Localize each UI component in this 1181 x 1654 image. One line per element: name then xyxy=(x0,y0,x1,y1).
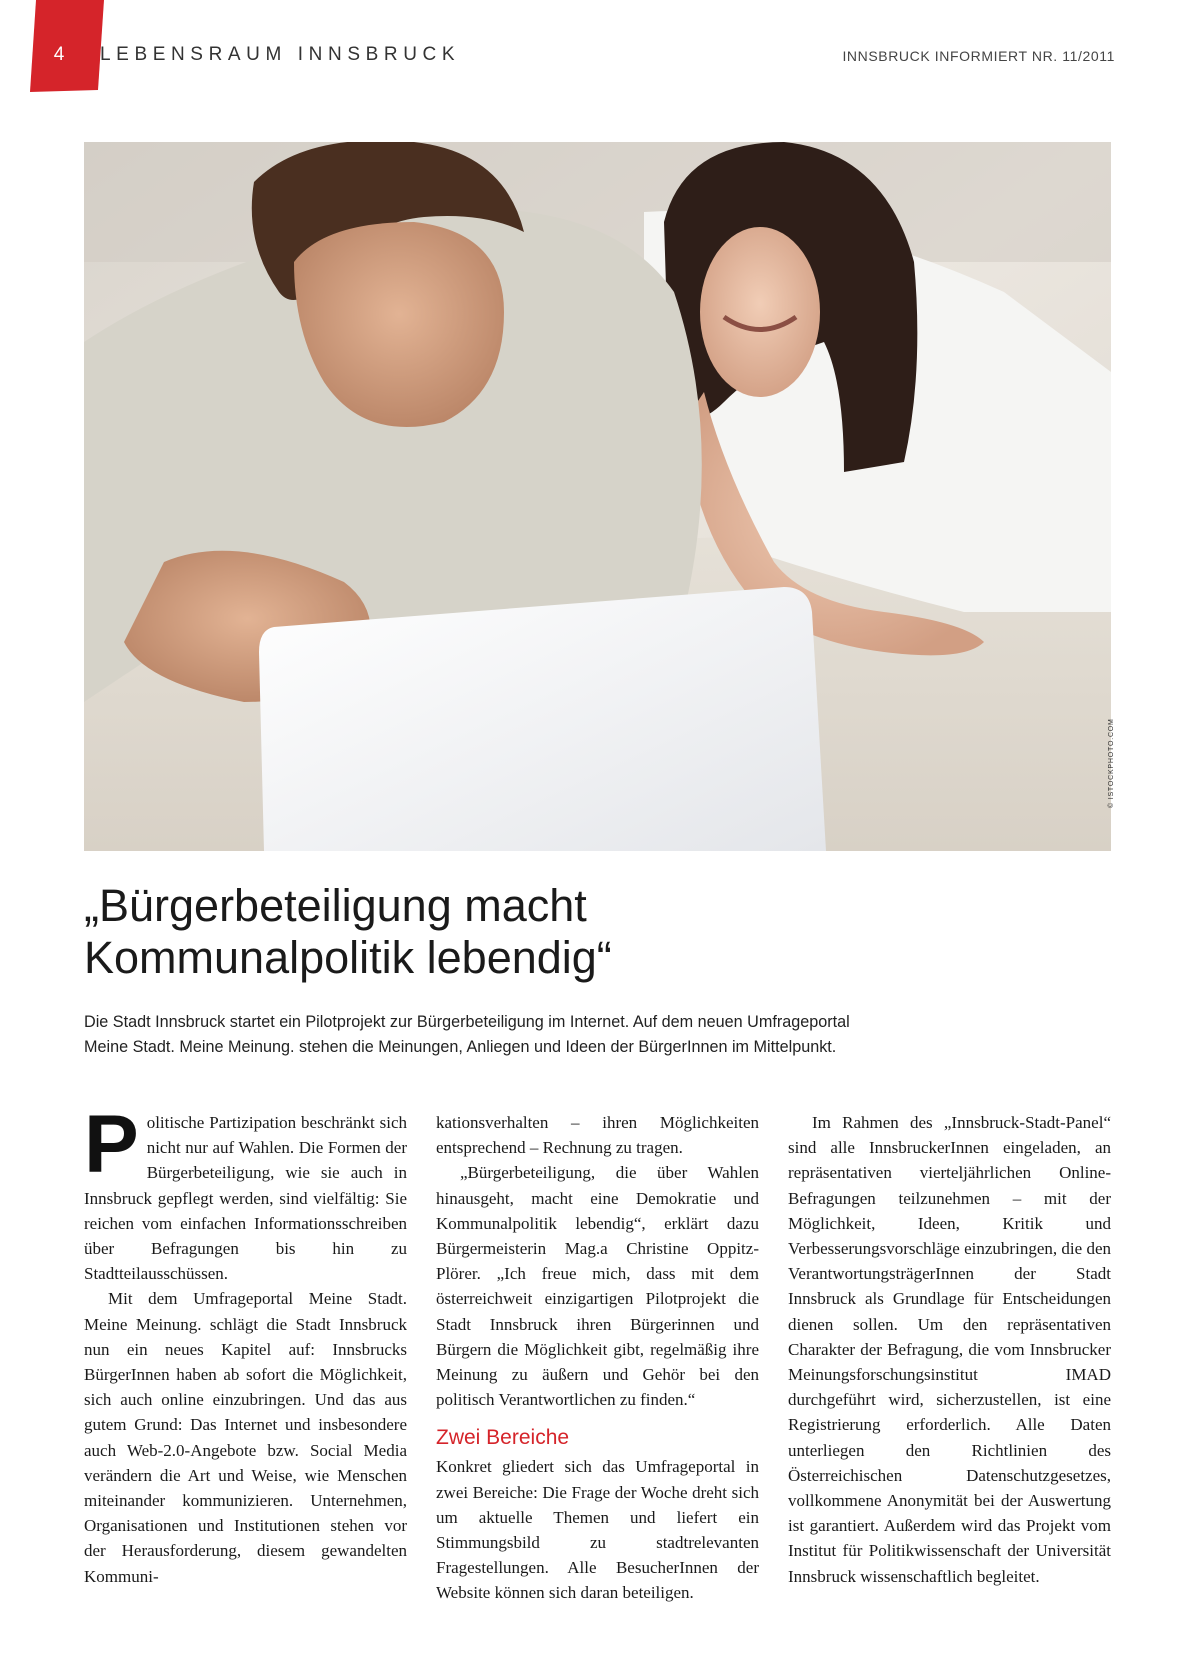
article-lead xyxy=(84,1010,1104,1060)
paragraph-text: olitische Partizipation beschränkt sich nicht nur auf Wahlen. Die Formen der Bürgerbeteiligung, wie sie auch in Innsbruck gepflegt werden, sind vielfältig: Sie reichen vom einfachen Informationsschreiben über Befragungen bis hin zu Stadtteilausschüssen. xyxy=(84,1113,407,1284)
article-column-3 xyxy=(788,1110,1111,1589)
paragraph: Mit dem Umfrageportal Meine Stadt. Meine Meinung. schlägt die Stadt Innsbruck nun ein neues Kapitel auf: Innsbrucks BürgerInnen haben ab sofort die Möglichkeit, sich auch online einzubringen. Und das aus gutem Grund: Das Internet und insbesondere auch Web-2.0-Angebote bzw. Social Media verändern die Art und Weise, wie Menschen miteinander kommunizieren. Unternehmen, Organisationen und Institutionen stehen vor der Herausforderung, diesem gewandelten Kommuni- xyxy=(84,1289,407,1586)
article-headline xyxy=(84,880,1084,984)
issue-info: INNSBRUCK INFORMIERT NR. 11/2011 xyxy=(842,48,1115,64)
article-column-2 xyxy=(436,1110,759,1606)
hero-photo xyxy=(84,142,1111,851)
paragraph: „Bürgerbeteiligung, die über Wahlen hinausgeht, macht eine Demokratie und Kommunalpolitik lebendig“, erklärt dazu Bürgermeisterin Mag.a Christine Oppitz-Plörer. „Ich freue mich, dass mit dem österreichweit einzigartigen Pilotprojekt die Stadt Innsbruck ihren Bürgerinnen und Bürgern die Möglichkeit gibt, regelmäßig ihre Meinung zu äußern und Gehör bei den politisch Verantwortlichen zu finden.“ xyxy=(436,1163,759,1410)
headline-line: „Bürgerbeteiligung macht xyxy=(84,880,587,931)
paragraph: Konkret gliedert sich das Umfrageportal in zwei Bereiche: Die Frage der Woche dreht sich um aktuelle Themen und liefert ein Stimmungsbild zu stadtrelevanten Fragestellungen. Alle BesucherInnen der Website können sich daran beteiligen. xyxy=(436,1457,759,1603)
couple-laptop-illustration xyxy=(84,142,1111,851)
lead-line: Meine Stadt. Meine Meinung. stehen die Meinungen, Anliegen und Ideen der BürgerInnen im Mittelpunkt. xyxy=(84,1038,837,1056)
headline-line: Kommunalpolitik lebendig“ xyxy=(84,932,612,983)
drop-cap: P xyxy=(84,1099,139,1190)
article-column-1 xyxy=(84,1099,407,1589)
subheading: Zwei Bereiche xyxy=(436,1426,570,1450)
paragraph xyxy=(84,1099,407,1286)
photo-credit: © ISTOCKPHOTO.COM xyxy=(1108,718,1115,808)
section-title: LEBENSRAUM INNSBRUCK xyxy=(100,44,461,65)
paragraph: kationsverhalten – ihren Möglichkeiten entsprechend – Rechnung zu tragen. xyxy=(436,1113,759,1158)
page-number: 4 xyxy=(53,44,65,65)
paragraph: Im Rahmen des „Innsbruck-Stadt-Panel“ sind alle InnsbruckerInnen eingeladen, an repräsentativen vierteljährlichen Online-Befragungen teilzunehmen – mit der Möglichkeit, Ideen, Kritik und Verbesserungsvorschläge einzubringen, die den VerantwortungsträgerInnen der Stadt Innsbruck als Grundlage für Entscheidungen dienen sollen. Um den repräsentativen Charakter der Befragung, die vom Innsbrucker Meinungsforschungsinstitut IMAD durchgeführt wird, sicherzustellen, ist eine Registrierung erforderlich. Alle Daten unterliegen den Richtlinien des Österreichischen Datenschutzgesetzes, vollkommene Anonymität bei der Auswertung ist garantiert. Außerdem wird das Projekt vom Institut für Politikwissenschaft der Universität Innsbruck wissenschaftlich begleitet. xyxy=(788,1113,1111,1586)
lead-line: Die Stadt Innsbruck startet ein Pilotprojekt zur Bürgerbeteiligung im Internet. Auf dem neuen Umfrageportal xyxy=(84,1013,850,1031)
page-header xyxy=(0,0,1181,100)
